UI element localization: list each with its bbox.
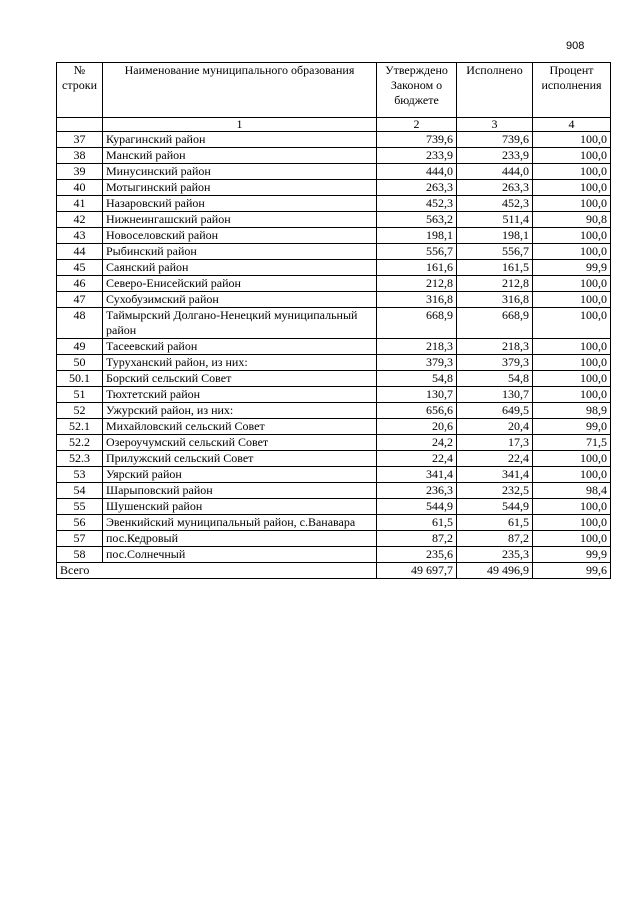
column-number: 2 xyxy=(377,118,457,132)
header-municipality-name: Наименование муниципального образования xyxy=(103,63,377,118)
executed-amount: 198,1 xyxy=(457,228,533,244)
municipality-name: Сухобузимский район xyxy=(103,292,377,308)
approved-amount: 20,6 xyxy=(377,419,457,435)
table-row xyxy=(57,387,611,403)
approved-amount: 316,8 xyxy=(377,292,457,308)
executed-amount: 130,7 xyxy=(457,387,533,403)
municipality-name: Нижнеингашский район xyxy=(103,212,377,228)
execution-percent: 100,0 xyxy=(533,276,611,292)
execution-percent: 100,0 xyxy=(533,467,611,483)
table-header-row xyxy=(57,63,611,118)
execution-percent: 100,0 xyxy=(533,228,611,244)
municipality-name: Эвенкийский муниципальный район, с.Ванавара xyxy=(103,515,377,531)
table-row xyxy=(57,419,611,435)
approved-amount: 54,8 xyxy=(377,371,457,387)
municipality-name: Шарыповский район xyxy=(103,483,377,499)
approved-amount: 544,9 xyxy=(377,499,457,515)
municipality-name: Новоселовский район xyxy=(103,228,377,244)
row-number: 50.1 xyxy=(57,371,103,387)
total-executed: 49 496,9 xyxy=(457,563,533,579)
approved-amount: 341,4 xyxy=(377,467,457,483)
table-row xyxy=(57,339,611,355)
executed-amount: 235,3 xyxy=(457,547,533,563)
municipality-name: Борский сельский Совет xyxy=(103,371,377,387)
municipality-name: Озероучумский сельский Совет xyxy=(103,435,377,451)
approved-amount: 379,3 xyxy=(377,355,457,371)
executed-amount: 87,2 xyxy=(457,531,533,547)
row-number: 57 xyxy=(57,531,103,547)
row-number: 51 xyxy=(57,387,103,403)
header-row-number: № строки xyxy=(57,63,103,118)
row-number: 46 xyxy=(57,276,103,292)
total-approved: 49 697,7 xyxy=(377,563,457,579)
municipality-name: Шушенский район xyxy=(103,499,377,515)
municipality-name: Манский район xyxy=(103,148,377,164)
column-number: 3 xyxy=(457,118,533,132)
budget-execution-table xyxy=(56,62,611,579)
execution-percent: 100,0 xyxy=(533,355,611,371)
municipality-name: Мотыгинский район xyxy=(103,180,377,196)
executed-amount: 444,0 xyxy=(457,164,533,180)
column-number-row xyxy=(57,118,611,132)
table-row xyxy=(57,212,611,228)
executed-amount: 341,4 xyxy=(457,467,533,483)
municipality-name: Таймырский Долгано-Ненецкий муниципальный район xyxy=(103,308,377,339)
column-number xyxy=(57,118,103,132)
row-number: 52.2 xyxy=(57,435,103,451)
execution-percent: 100,0 xyxy=(533,196,611,212)
row-number: 49 xyxy=(57,339,103,355)
execution-percent: 100,0 xyxy=(533,244,611,260)
row-number: 37 xyxy=(57,132,103,148)
total-label: Всего xyxy=(57,563,377,579)
page-number: 908 xyxy=(566,40,585,52)
approved-amount: 198,1 xyxy=(377,228,457,244)
table-row xyxy=(57,228,611,244)
approved-amount: 563,2 xyxy=(377,212,457,228)
row-number: 43 xyxy=(57,228,103,244)
approved-amount: 130,7 xyxy=(377,387,457,403)
execution-percent: 100,0 xyxy=(533,164,611,180)
execution-percent: 71,5 xyxy=(533,435,611,451)
execution-percent: 100,0 xyxy=(533,148,611,164)
executed-amount: 17,3 xyxy=(457,435,533,451)
execution-percent: 100,0 xyxy=(533,371,611,387)
municipality-name: Тасеевский район xyxy=(103,339,377,355)
executed-amount: 544,9 xyxy=(457,499,533,515)
table-row xyxy=(57,371,611,387)
municipality-name: Ужурский район, из них: xyxy=(103,403,377,419)
executed-amount: 316,8 xyxy=(457,292,533,308)
row-number: 40 xyxy=(57,180,103,196)
table-row xyxy=(57,276,611,292)
executed-amount: 233,9 xyxy=(457,148,533,164)
execution-percent: 100,0 xyxy=(533,132,611,148)
table-row xyxy=(57,403,611,419)
executed-amount: 739,6 xyxy=(457,132,533,148)
execution-percent: 100,0 xyxy=(533,451,611,467)
table-row xyxy=(57,308,611,339)
column-number: 4 xyxy=(533,118,611,132)
row-number: 56 xyxy=(57,515,103,531)
approved-amount: 24,2 xyxy=(377,435,457,451)
table-row xyxy=(57,148,611,164)
table-row xyxy=(57,547,611,563)
approved-amount: 235,6 xyxy=(377,547,457,563)
executed-amount: 22,4 xyxy=(457,451,533,467)
table-row xyxy=(57,132,611,148)
table-row xyxy=(57,260,611,276)
municipality-name: Тюхтетский район xyxy=(103,387,377,403)
executed-amount: 452,3 xyxy=(457,196,533,212)
municipality-name: Туруханский район, из них: xyxy=(103,355,377,371)
approved-amount: 263,3 xyxy=(377,180,457,196)
row-number: 58 xyxy=(57,547,103,563)
total-row xyxy=(57,563,611,579)
table-row xyxy=(57,180,611,196)
executed-amount: 556,7 xyxy=(457,244,533,260)
municipality-name: Северо-Енисейский район xyxy=(103,276,377,292)
approved-amount: 161,6 xyxy=(377,260,457,276)
municipality-name: пос.Кедровый xyxy=(103,531,377,547)
municipality-name: Прилужский сельский Совет xyxy=(103,451,377,467)
executed-amount: 212,8 xyxy=(457,276,533,292)
approved-amount: 233,9 xyxy=(377,148,457,164)
executed-amount: 218,3 xyxy=(457,339,533,355)
executed-amount: 263,3 xyxy=(457,180,533,196)
row-number: 44 xyxy=(57,244,103,260)
execution-percent: 98,4 xyxy=(533,483,611,499)
execution-percent: 100,0 xyxy=(533,387,611,403)
header-approved: Утверждено Законом о бюджете xyxy=(377,63,457,118)
executed-amount: 511,4 xyxy=(457,212,533,228)
executed-amount: 61,5 xyxy=(457,515,533,531)
execution-percent: 100,0 xyxy=(533,292,611,308)
municipality-name: Рыбинский район xyxy=(103,244,377,260)
executed-amount: 649,5 xyxy=(457,403,533,419)
execution-percent: 100,0 xyxy=(533,339,611,355)
table-row xyxy=(57,467,611,483)
table-row xyxy=(57,435,611,451)
table-row xyxy=(57,515,611,531)
row-number: 45 xyxy=(57,260,103,276)
execution-percent: 99,0 xyxy=(533,419,611,435)
table-row xyxy=(57,483,611,499)
executed-amount: 161,5 xyxy=(457,260,533,276)
approved-amount: 61,5 xyxy=(377,515,457,531)
approved-amount: 668,9 xyxy=(377,308,457,339)
table-row xyxy=(57,499,611,515)
table-row xyxy=(57,292,611,308)
municipality-name: Назаровский район xyxy=(103,196,377,212)
execution-percent: 100,0 xyxy=(533,308,611,339)
municipality-name: пос.Солнечный xyxy=(103,547,377,563)
approved-amount: 739,6 xyxy=(377,132,457,148)
execution-percent: 90,8 xyxy=(533,212,611,228)
approved-amount: 556,7 xyxy=(377,244,457,260)
table-row xyxy=(57,451,611,467)
municipality-name: Саянский район xyxy=(103,260,377,276)
total-percent: 99,6 xyxy=(533,563,611,579)
executed-amount: 668,9 xyxy=(457,308,533,339)
execution-percent: 100,0 xyxy=(533,180,611,196)
municipality-name: Курагинский район xyxy=(103,132,377,148)
execution-percent: 99,9 xyxy=(533,260,611,276)
approved-amount: 22,4 xyxy=(377,451,457,467)
table-row xyxy=(57,244,611,260)
approved-amount: 218,3 xyxy=(377,339,457,355)
approved-amount: 656,6 xyxy=(377,403,457,419)
executed-amount: 232,5 xyxy=(457,483,533,499)
approved-amount: 444,0 xyxy=(377,164,457,180)
execution-percent: 98,9 xyxy=(533,403,611,419)
executed-amount: 20,4 xyxy=(457,419,533,435)
row-number: 39 xyxy=(57,164,103,180)
execution-percent: 99,9 xyxy=(533,547,611,563)
row-number: 47 xyxy=(57,292,103,308)
row-number: 48 xyxy=(57,308,103,339)
approved-amount: 212,8 xyxy=(377,276,457,292)
execution-percent: 100,0 xyxy=(533,515,611,531)
table-row xyxy=(57,196,611,212)
row-number: 38 xyxy=(57,148,103,164)
row-number: 52 xyxy=(57,403,103,419)
municipality-name: Михайловский сельский Совет xyxy=(103,419,377,435)
row-number: 52.1 xyxy=(57,419,103,435)
executed-amount: 379,3 xyxy=(457,355,533,371)
row-number: 50 xyxy=(57,355,103,371)
approved-amount: 452,3 xyxy=(377,196,457,212)
table-row xyxy=(57,164,611,180)
municipality-name: Уярский район xyxy=(103,467,377,483)
row-number: 41 xyxy=(57,196,103,212)
row-number: 54 xyxy=(57,483,103,499)
approved-amount: 236,3 xyxy=(377,483,457,499)
table-row xyxy=(57,531,611,547)
approved-amount: 87,2 xyxy=(377,531,457,547)
table-row xyxy=(57,355,611,371)
header-executed: Исполнено xyxy=(457,63,533,118)
row-number: 42 xyxy=(57,212,103,228)
column-number: 1 xyxy=(103,118,377,132)
execution-percent: 100,0 xyxy=(533,531,611,547)
row-number: 53 xyxy=(57,467,103,483)
execution-percent: 100,0 xyxy=(533,499,611,515)
header-percent: Процент исполнения xyxy=(533,63,611,118)
executed-amount: 54,8 xyxy=(457,371,533,387)
row-number: 55 xyxy=(57,499,103,515)
row-number: 52.3 xyxy=(57,451,103,467)
municipality-name: Минусинский район xyxy=(103,164,377,180)
